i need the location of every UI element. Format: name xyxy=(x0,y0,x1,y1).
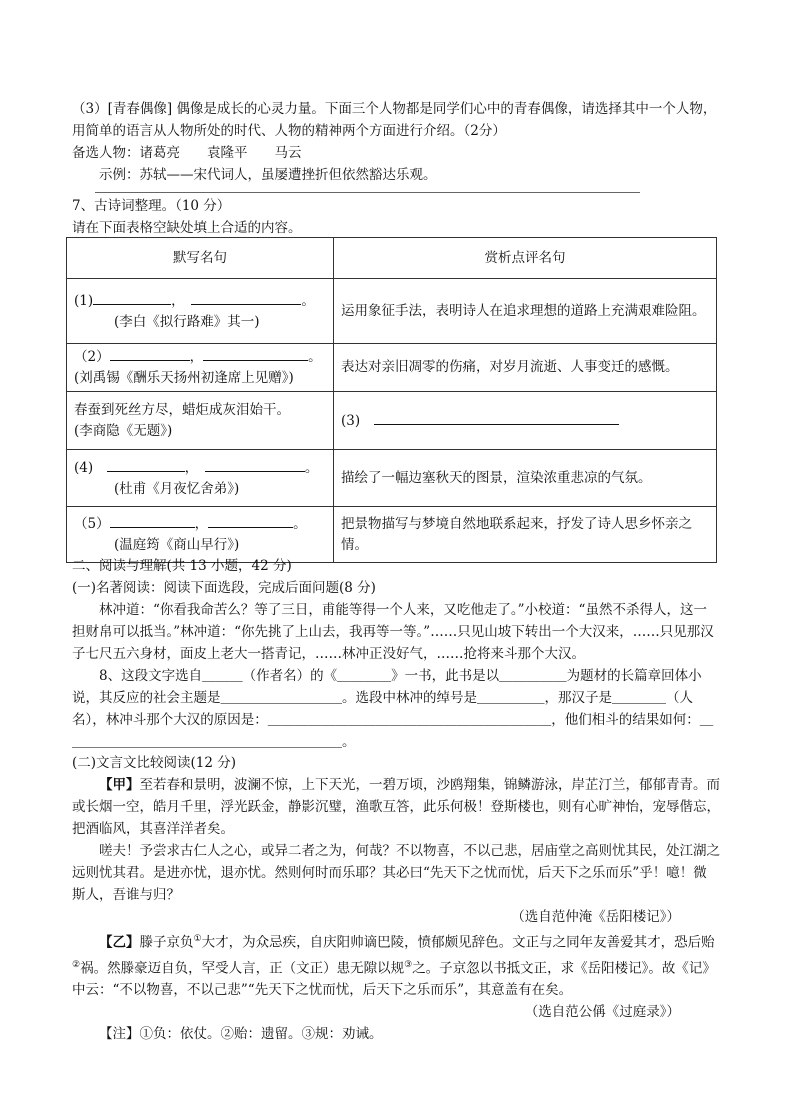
q3-candidates: 备选人物：诸葛亮 袁隆平 马云 xyxy=(72,145,302,161)
yi-paragraph: 【乙】滕子京负①大才，为众忌疾，自庆阳帅谪巴陵，愤郁颇见辞色。文正与之同年友善爱其才，恐后贻②祸。然滕豪迈自负，罕受人言，正（文正）患无隙以规③之。子京忽以书抵文正，求《岳阳楼记》。故《记》中云：“不以物喜，不以己悲”“先天下之忧而忧，后天下之乐而乐”，其意盖有在矣。 xyxy=(72,934,716,998)
part2-title: (二)文言文比较阅读(12 分) xyxy=(72,755,237,771)
poem-cell-left: (1) ， 。 (李白《拟行路难》其一) xyxy=(67,279,334,344)
q8: 8、这段文字选自＿＿＿（作者名）的《＿＿＿＿》一书，此书是以＿＿＿＿＿为题材的长篇章回体小说，其反应的社会主题是＿＿＿＿＿＿＿＿＿。选段中林冲的绰号是＿＿＿＿＿，那汉子是＿＿＿＿（人名），林冲斗那个大汉的原因是：＿＿＿＿＿＿＿＿＿＿＿＿＿＿＿＿＿＿＿＿＿，他们相斗的结果如何：＿＿＿＿＿＿＿＿＿＿＿＿＿＿＿＿＿＿＿＿＿。 xyxy=(72,668,714,750)
q3-question: （3）[青春偶像] 偶像是成长的心灵力量。下面三个人物都是同学们心中的青春偶像，请选择其中一个人物，用简单的语言从人物所处的时代、人物的精神两个方面进行介绍。（2分） xyxy=(72,101,717,139)
jia-paragraph-1: 【甲】至若春和景明，波澜不惊，上下天光，一碧万顷，沙鸥翔集，锦鳞游泳，岸芷汀兰，郁郁青青。而或长烟一空，皓月千里，浮光跃金，静影沉璧，渔歌互答，此乐何极！登斯楼也，则有心旷神怡，宠辱偕忘，把酒临风，其喜洋洋者矣。 xyxy=(72,777,720,837)
poem-cell-left: 春蚕到死丝方尽，蜡炬成灰泪始干。 (李商隐《无题》) xyxy=(67,392,334,450)
yi-source: （选自范公偁《过庭录》） xyxy=(524,1004,680,1020)
poem-cell-right: (3) xyxy=(334,392,717,450)
poem-cell-right: 表达对亲旧凋零的伤痛，对岁月流逝、人事变迁的感慨。 xyxy=(334,344,717,392)
table-row xyxy=(67,450,717,507)
table-row xyxy=(67,344,717,392)
poem-table xyxy=(66,237,717,563)
poem-cell-right: 运用象征手法，表明诗人在追求理想的道路上充满艰难险阻。 xyxy=(334,279,717,344)
poem-cell-right: 把景物描写与梦境自然地联系起来，抒发了诗人思乡怀亲之情。 xyxy=(334,507,717,563)
table-header-left: 默写名句 xyxy=(67,238,334,279)
answer-line xyxy=(95,192,640,193)
table-row xyxy=(67,279,717,344)
annotation-note: 【注】①负：依仗。②贻：遗留。③规：劝诫。 xyxy=(99,1026,383,1042)
jia-paragraph-2: 嗟夫！予尝求古仁人之心，或异二者之为，何哉？不以物喜，不以己悲，居庙堂之高则忧其民，处江湖之远则忧其君。是进亦忧，退亦忧。然则何时而乐耶？其必曰“先天下之忧而忧，后天下之乐而乐”乎！噫！微斯人，吾谁与归？ xyxy=(72,843,720,903)
poem-cell-left: (4) ， 。 (杜甫《月夜忆舍弟》) xyxy=(67,450,334,507)
q3-example: 示例：苏轼——宋代词人，虽屡遭挫折但依然豁达乐观。 xyxy=(99,167,437,183)
poem-cell-left: （5） ， 。 (温庭筠《商山早行》) xyxy=(67,507,334,563)
poem-cell-left: （2） ， 。 (刘禹锡《酬乐天扬州初逢席上见赠》) xyxy=(67,344,334,392)
table-header-right: 赏析点评名句 xyxy=(334,238,717,279)
table-row xyxy=(67,392,717,450)
passage: 林冲道：“你看我命苦么？等了三日，甫能等得一个人来，又吃他走了。”小校道：“虽然不杀得人，这一担财帛可以抵当。”林冲道：“你先挑了上山去，我再等一等。”……只见山坡下转出一个大汉来，……只见那汉子七尺五六身材，面皮上老大一搭青记，……林冲正没好气，……抢将来斗那个大汉。 xyxy=(72,602,714,662)
section2-title: 二、阅读与理解(共 13 小题，42 分) xyxy=(72,558,292,574)
jia-source: （选自范仲淹《岳阳楼记》） xyxy=(511,909,680,925)
q7-instruction: 请在下面表格空缺处填上合适的内容。 xyxy=(72,220,302,236)
poem-cell-right: 描绘了一幅边塞秋天的图景，渲染浓重悲凉的气氛。 xyxy=(334,450,717,507)
part1-title: (一)名著阅读：阅读下面选段，完成后面问题(8 分) xyxy=(72,580,376,596)
q7-title: 7、古诗词整理。（10 分） xyxy=(72,198,231,214)
